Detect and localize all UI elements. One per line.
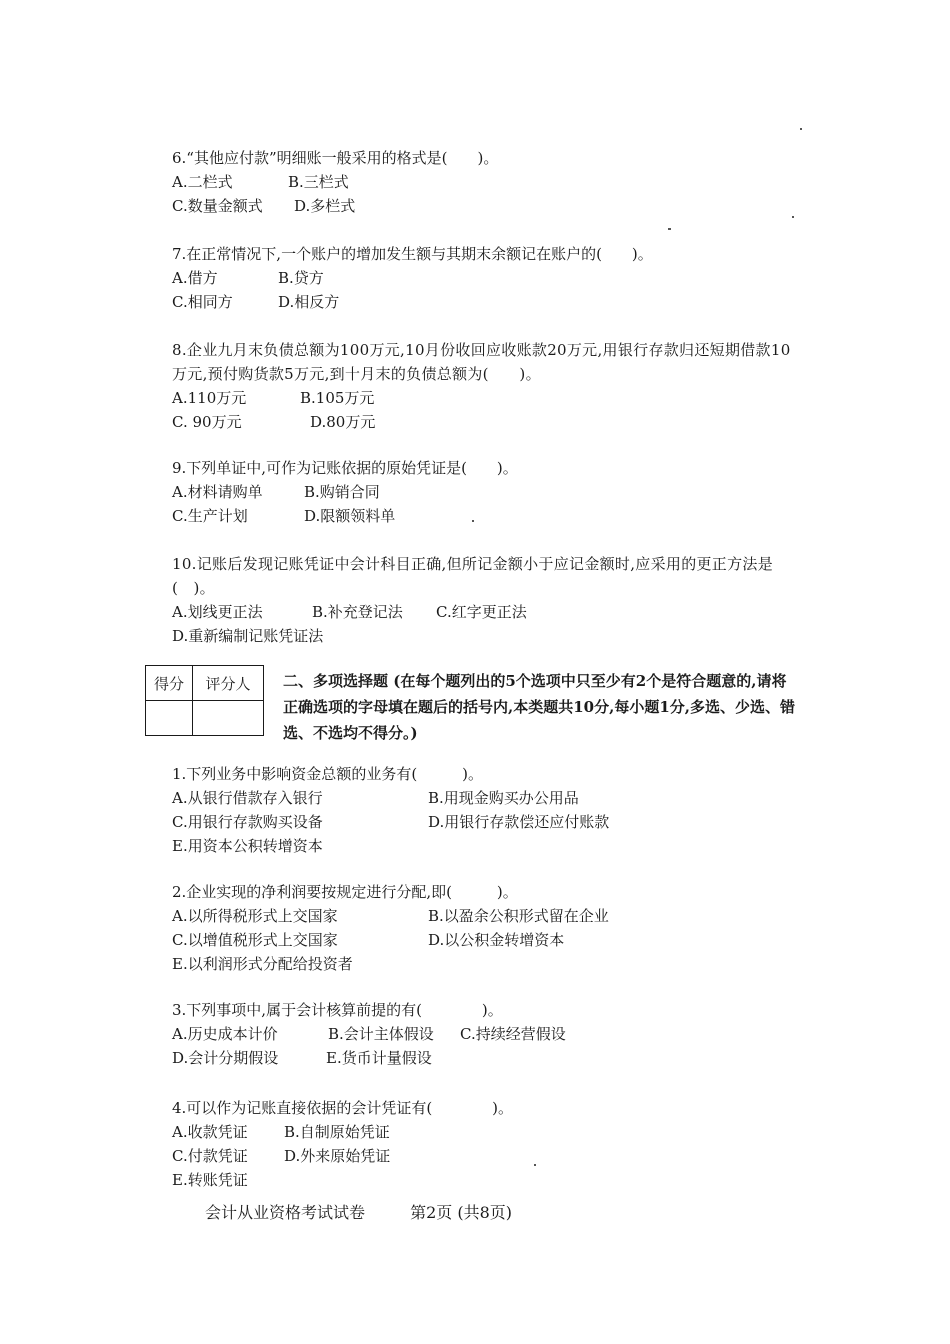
option-b: B.补充登记法 [312, 603, 403, 621]
question-9 [172, 456, 802, 528]
options-row [172, 170, 802, 194]
options-row [172, 194, 802, 218]
question-6 [172, 146, 802, 218]
options-row [172, 904, 802, 928]
option-d: D.限额领料单 [304, 507, 396, 525]
option-d: D.相反方 [278, 293, 340, 311]
option-c: C. 90万元 [172, 413, 242, 431]
options-row [172, 928, 802, 952]
grader-cell[interactable] [193, 701, 264, 736]
options-row [172, 504, 802, 528]
option-d: D.以公积金转增资本 [428, 931, 565, 949]
option-c: C.以增值税形式上交国家 [172, 931, 338, 949]
grader-header: 评分人 [193, 666, 264, 701]
option-b: B.会计主体假设 [328, 1025, 434, 1043]
option-b: B.自制原始凭证 [284, 1123, 390, 1141]
section-title: 二、多项选择题 [283, 672, 389, 690]
option-d: D.会计分期假设 [172, 1049, 279, 1067]
option-b: B.用现金购买办公用品 [428, 789, 579, 807]
option-d: D.重新编制记账凭证法 [172, 627, 324, 645]
option-a: A.划线更正法 [172, 603, 263, 621]
option-a: A.二栏式 [172, 173, 233, 191]
options-row [172, 1022, 802, 1046]
options-row [172, 834, 802, 858]
option-d: D.外来原始凭证 [284, 1147, 391, 1165]
options-row [172, 410, 802, 434]
scan-speck [472, 520, 474, 522]
option-b: B.购销合同 [304, 483, 380, 501]
options-row [172, 600, 802, 624]
option-c: C.持续经营假设 [460, 1025, 566, 1043]
option-a: A.以所得税形式上交国家 [172, 907, 338, 925]
option-a: A.收款凭证 [172, 1123, 248, 1141]
options-row [172, 786, 802, 810]
question-stem: 2.企业实现的净利润要按规定进行分配,即( )。 [172, 883, 518, 901]
option-e: E.以利润形式分配给投资者 [172, 955, 353, 973]
option-a: A.110万元 [172, 389, 247, 407]
options-row [172, 1168, 802, 1192]
options-row [172, 1046, 802, 1070]
option-a: A.借方 [172, 269, 218, 287]
question-stem: 1.下列业务中影响资金总额的业务有( )。 [172, 765, 484, 783]
multi-question-3 [172, 998, 802, 1070]
multi-question-2 [172, 880, 802, 976]
option-a: A.历史成本计价 [172, 1025, 278, 1043]
option-e: E.货币计量假设 [326, 1049, 432, 1067]
options-row [172, 624, 802, 648]
option-a: A.从银行借款存入银行 [172, 789, 323, 807]
question-8 [172, 338, 802, 434]
score-table [145, 665, 264, 736]
section-2-heading [283, 668, 798, 746]
option-b: B.贷方 [278, 269, 324, 287]
question-7 [172, 242, 802, 314]
options-row [172, 480, 802, 504]
option-d: D.多栏式 [294, 197, 356, 215]
score-header: 得分 [146, 666, 193, 701]
option-d: D.用银行存款偿还应付账款 [428, 813, 610, 831]
option-e: E.转账凭证 [172, 1171, 248, 1189]
question-stem: 9.下列单证中,可作为记账依据的原始凭证是( )。 [172, 459, 518, 477]
multi-question-1 [172, 762, 802, 858]
question-stem: 4.可以作为记账直接依据的会计凭证有( )。 [172, 1099, 514, 1117]
option-c: C.数量金额式 [172, 197, 263, 215]
question-stem: 6.“其他应付款”明细账一般采用的格式是( )。 [172, 149, 499, 167]
option-c: C.红字更正法 [436, 603, 527, 621]
question-stem: 8.企业九月末负债总额为100万元,10月份收回应收账款20万元,用银行存款归还短期借款10万元,预付购货款5万元,到十月末的负债总额为( )。 [172, 341, 791, 383]
option-d: D.80万元 [310, 413, 376, 431]
option-b: B.三栏式 [288, 173, 349, 191]
option-c: C.用银行存款购买设备 [172, 813, 323, 831]
option-c: C.生产计划 [172, 507, 248, 525]
options-row [172, 1120, 802, 1144]
option-e: E.用资本公积转增资本 [172, 837, 323, 855]
question-10 [172, 552, 802, 648]
option-b: B.105万元 [300, 389, 375, 407]
section-instructions: (在每个题列出的5个选项中只至少有2个是符合题意的,请将正确选项的字母填在题后的括号内,本类题共10分,每小题1分,多选、少选、错选、不选均不得分。) [283, 672, 795, 742]
question-stem: 3.下列事项中,属于会计核算前提的有( )。 [172, 1001, 503, 1019]
exam-name: 会计从业资格考试试卷 [205, 1203, 366, 1222]
options-row [172, 266, 802, 290]
options-row [172, 1144, 802, 1168]
scan-speck [792, 216, 794, 218]
options-row [172, 290, 802, 314]
score-cell[interactable] [146, 701, 193, 736]
scan-speck [800, 128, 802, 130]
question-stem: 10.记账后发现记账凭证中会计科目正确,但所记金额小于应记金额时,应采用的更正方法是( )。 [172, 555, 773, 597]
options-row [172, 386, 802, 410]
options-row [172, 952, 802, 976]
options-row [172, 810, 802, 834]
option-a: A.材料请购单 [172, 483, 263, 501]
scan-speck [534, 1164, 536, 1166]
question-stem: 7.在正常情况下,一个账户的增加发生额与其期末余额记在账户的( )。 [172, 245, 653, 263]
option-b: B.以盈余公积形式留在企业 [428, 907, 609, 925]
option-c: C.付款凭证 [172, 1147, 248, 1165]
scan-speck [668, 228, 671, 230]
page-number: 第2页 (共8页) [410, 1203, 513, 1222]
multi-question-4 [172, 1096, 802, 1192]
option-c: C.相同方 [172, 293, 233, 311]
page-footer [205, 1200, 552, 1223]
